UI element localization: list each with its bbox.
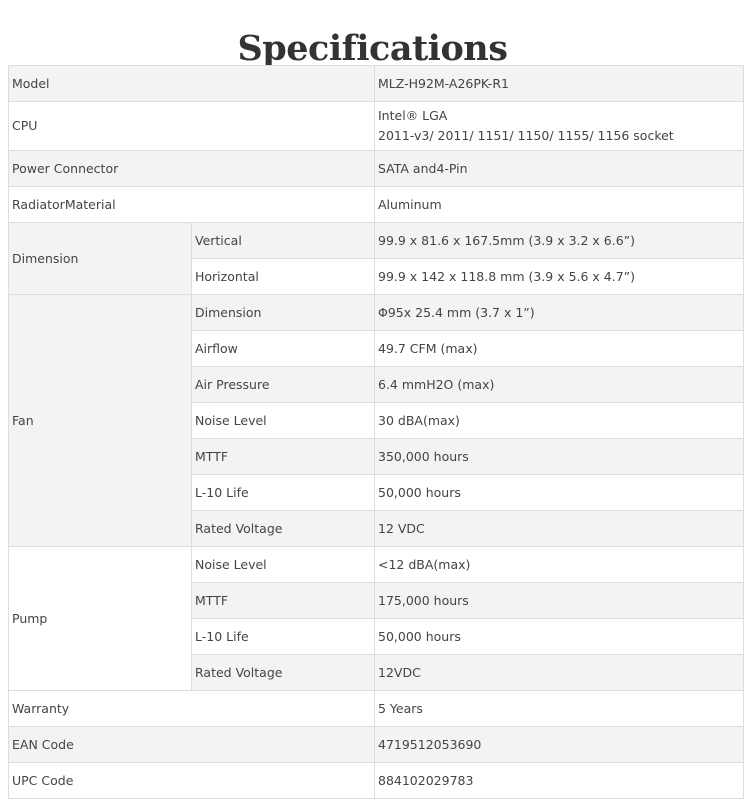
spec-value: 5 Years (375, 691, 744, 727)
spec-label: UPC Code (9, 763, 375, 799)
cpu-value-line-1: Intel® LGA (378, 108, 448, 123)
spec-label: RadiatorMaterial (9, 187, 375, 223)
spec-value: 12 VDC (375, 511, 744, 547)
specifications-table (8, 65, 744, 799)
spec-value: 49.7 CFM (max) (375, 331, 744, 367)
table-row-fan-dimension (9, 295, 744, 331)
table-row-ean-code (9, 727, 744, 763)
spec-sublabel: Noise Level (192, 547, 375, 583)
spec-value: SATA and4-Pin (375, 151, 744, 187)
spec-label: Model (9, 66, 375, 102)
spec-value: 350,000 hours (375, 439, 744, 475)
table-row-model (9, 66, 744, 102)
spec-value: 6.4 mmH2O (max) (375, 367, 744, 403)
spec-sublabel: Airflow (192, 331, 375, 367)
spec-sublabel: Noise Level (192, 403, 375, 439)
table-row-cpu (9, 102, 744, 151)
spec-value: 99.9 x 142 x 118.8 mm (3.9 x 5.6 x 4.7”) (375, 259, 744, 295)
page-title: Specifications (237, 28, 508, 70)
spec-value: 12VDC (375, 655, 744, 691)
spec-value: 175,000 hours (375, 583, 744, 619)
spec-group-label-pump: Pump (9, 547, 192, 691)
spec-sublabel: MTTF (192, 583, 375, 619)
spec-sublabel: L-10 Life (192, 475, 375, 511)
spec-value: MLZ-H92M-A26PK-R1 (375, 66, 744, 102)
table-row-radiator-material (9, 187, 744, 223)
table-row-warranty (9, 691, 744, 727)
spec-sublabel: Rated Voltage (192, 511, 375, 547)
spec-value (375, 102, 744, 151)
spec-sublabel: L-10 Life (192, 619, 375, 655)
spec-sublabel: Horizontal (192, 259, 375, 295)
table-row-upc-code (9, 763, 744, 799)
spec-value: <12 dBA(max) (375, 547, 744, 583)
spec-value: 884102029783 (375, 763, 744, 799)
spec-group-label-dimension: Dimension (9, 223, 192, 295)
table-row-pump-noise-level (9, 547, 744, 583)
spec-value: 30 dBA(max) (375, 403, 744, 439)
spec-sublabel: Vertical (192, 223, 375, 259)
spec-value: Φ95x 25.4 mm (3.7 x 1”) (375, 295, 744, 331)
spec-sublabel: Air Pressure (192, 367, 375, 403)
table-row-power-connector (9, 151, 744, 187)
spec-value: 99.9 x 81.6 x 167.5mm (3.9 x 3.2 x 6.6”) (375, 223, 744, 259)
spec-label: EAN Code (9, 727, 375, 763)
spec-label: Warranty (9, 691, 375, 727)
spec-value: 50,000 hours (375, 619, 744, 655)
table-row-dimension-vertical (9, 223, 744, 259)
spec-label: Power Connector (9, 151, 375, 187)
spec-group-label-fan: Fan (9, 295, 192, 547)
spec-value: 50,000 hours (375, 475, 744, 511)
cpu-value-line-2: 2011-v3/ 2011/ 1151/ 1150/ 1155/ 1156 socket (378, 128, 674, 143)
spec-label: CPU (9, 102, 375, 151)
spec-sublabel: Dimension (192, 295, 375, 331)
spec-value: Aluminum (375, 187, 744, 223)
spec-sublabel: Rated Voltage (192, 655, 375, 691)
spec-sublabel: MTTF (192, 439, 375, 475)
spec-value: 4719512053690 (375, 727, 744, 763)
